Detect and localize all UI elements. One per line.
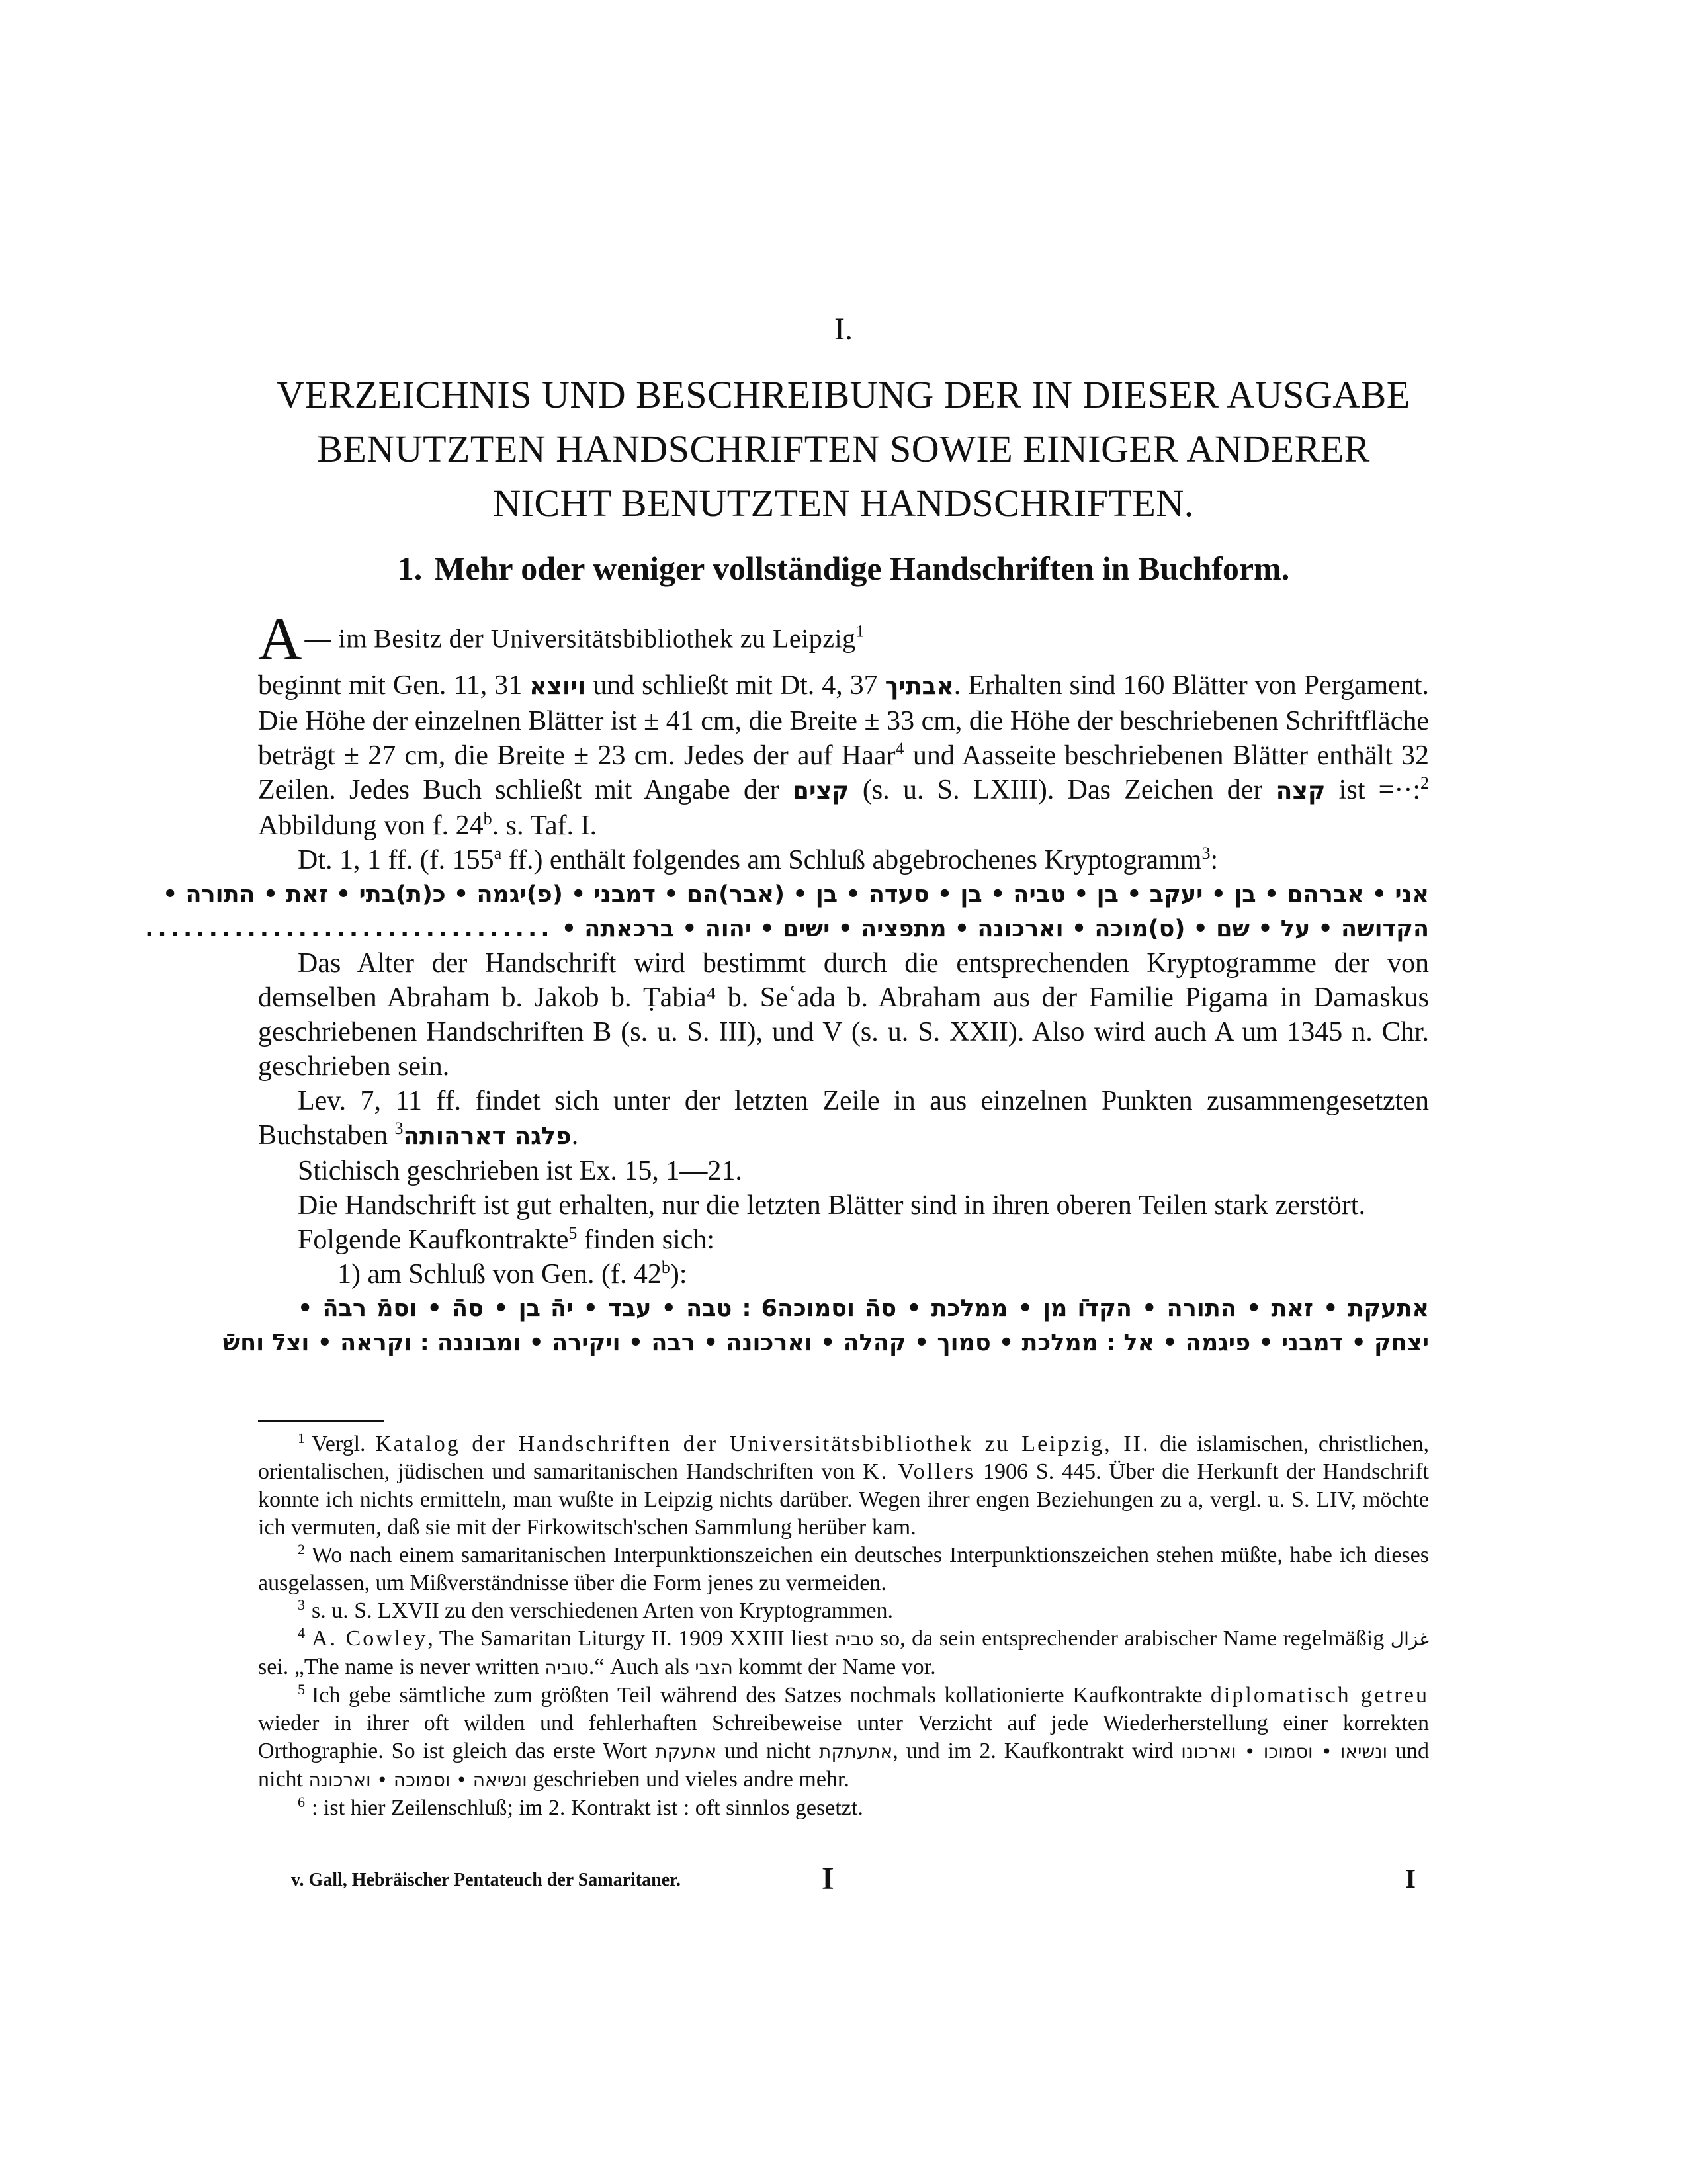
title-line: VERZEICHNIS UND BESCHREIBUNG DER IN DIESER AUSGABE	[277, 373, 1410, 416]
footnote: $^4$ A. Cowley, The Samaritan Liturgy II. 1909 XXIII liest טביה so, da sein entsprechender arabischer Name regelmäßig غزال sei. „The name is never written טוביה.“ Auch als הצבי kommt der Name vor.	[258, 1624, 1429, 1679]
paragraph: Die Handschrift ist gut erhalten, nur die letzten Blätter sind in ihren oberen Teilen stark zerstört.	[298, 1190, 1365, 1221]
main-text	[145, 668, 1429, 1360]
footnote-number: 4	[298, 1624, 305, 1641]
manuscript-siglum: A	[258, 605, 302, 672]
paragraph: beginnt mit Gen. 11, 31 ויוצא und schließt mit Dt. 4, 37 אבתיך. Erhalten sind 160 Blätter von Pergament. Die Höhe der einzelnen Blätter ist ± 41 cm, die Breite ± 33 cm, die Höhe der beschriebenen Schriftfläche beträgt ± 27 cm, die Breite ± 23 cm. Jedes der auf Haar$^4$ und Aasseite beschriebenen Blätter enthält 32 Zeilen. Jedes Buch schließt mit Angabe der קצים (s. u. S. LXIII). Das Zeichen der קצה ist =··:$^2$ Abbildung von f. 24$^b$. s. Taf. I.	[258, 670, 1429, 841]
footnote-ref: 1	[855, 621, 865, 641]
hebrew-word: טוביה	[544, 1657, 589, 1679]
footnote-number: 1	[298, 1429, 305, 1446]
hebrew-word: אבתיך	[885, 673, 954, 700]
hebrew-word: ונשיאה • וסמוכה • וארכונה	[308, 1769, 527, 1791]
hebrew-word: אתעקת	[655, 1741, 717, 1763]
footnote-number: 5	[298, 1681, 305, 1698]
footnote: $^1$ Vergl. Katalog der Handschriften der Universitätsbibliothek zu Leipzig, II. die islamischen, christlichen, orientalischen, jüdischen und samaritanischen Handschriften von K. Vollers 1906 S. 445. Über die Herkunft der Handschrift konnte ich nichts ermitteln, man wußte in Leipzig nichts darüber. Wegen ihrer engen Beziehungen zu a, vergl. u. S. LIV, möchte ich vermuten, daß sie mit der Firkowitsch'schen Sammlung herüber kam.	[258, 1429, 1430, 1540]
paragraph: 1) am Schluß von Gen. (f. 42$^b$):	[337, 1258, 687, 1289]
hebrew-word: ויוצא	[529, 673, 586, 700]
footnote-ref: 3	[394, 1119, 404, 1138]
footnote: $^6$ : ist hier Zeilenschluß; im 2. Kontrakt ist : oft sinnlos gesetzt.	[298, 1793, 863, 1820]
footnote: $^2$ Wo nach einem samaritanischen Interpunktionszeichen ein deutsches Interpunktionszeichen stehen müßte, habe ich dieses ausgelassen, um Mißverständnisse über die Form jenes zu vermeiden.	[258, 1540, 1429, 1595]
page-footer	[258, 1860, 1429, 1900]
hebrew-word: טביה	[834, 1628, 874, 1650]
section-title: Mehr oder weniger vollständige Handschriften in Buchform.	[434, 550, 1290, 587]
arabic-word: غزال	[1390, 1628, 1429, 1650]
footnote-number: 3	[298, 1596, 305, 1613]
hebrew-word: קצים	[792, 777, 849, 805]
hebrew-word: פלגה דארהותה	[403, 1123, 572, 1150]
title-line: BENUTZTEN HANDSCHRIFTEN SOWIE EINIGER ANDERER	[317, 427, 1370, 470]
footnote: $^5$ Ich gebe sämtliche zum größten Teil während des Satzes nochmals kollationierte Kaufkontrakte diplomatisch getreu wieder in ihrer oft wilden und fehlerhaften Schreibeweise unter Verzicht auf jede Wiederherstellung einer korrekten Orthographie. So ist gleich das erste Wort אתעקת und nicht אתעתקת, und im 2. Kaufkontrakt wird ונשיאו • וסמוכו • וארכונו und nicht ונשיאה • וסמוכה • וארכונה geschrieben und vieles andre mehr.	[258, 1681, 1429, 1792]
sheet-mark: I	[822, 1861, 834, 1896]
contract-line: אתעקת • זאת • התורה • הקדוֿ מן • ממלכת • סהֿ וסמוכה6 : טבה • עבד • יהֿ בן • סהֿ • וסמֿ רבהֿ •	[298, 1295, 1429, 1322]
footnote-ref: 5	[568, 1223, 578, 1243]
hebrew-word: הצבי	[695, 1657, 733, 1679]
manuscript-heading	[258, 603, 865, 674]
footnote-ref: 3	[1201, 844, 1211, 863]
paragraph: Lev. 7, 11 ff. findet sich unter der letzten Zeile in aus einzelnen Punkten zusammengesetzten Buchstaben פלגה דארהותה$^3$ .	[258, 1086, 1429, 1151]
signature-line: v. Gall, Hebräischer Pentateuch der Samaritaner.	[291, 1870, 681, 1890]
section-number: 1.	[397, 550, 423, 587]
footnotes	[258, 1430, 1429, 1822]
paragraph: Das Alter der Handschrift wird bestimmt durch die entsprechenden Kryptogramme der von demselben Abraham b. Jakob b. Ṭabia⁴ b. Seʿada b. Abraham aus der Familie Pigama in Damaskus geschriebenen Handschriften B (s. u. S. III), und V (s. u. S. XXII). Also wird auch A um 1345 n. Chr. geschrieben sein.	[258, 948, 1429, 1082]
footnote-ref: 4	[895, 739, 904, 758]
manuscript-location: — im Besitz der Universitätsbibliothek zu Leipzig	[304, 623, 856, 654]
paragraph: Dt. 1, 1 ff. (f. 155$^a$ ff.) enthält folgendes am Schluß abgebrochenes Kryptogramm$^3$:	[298, 844, 1219, 875]
hebrew-word: אתעתקת	[818, 1741, 893, 1763]
hebrew-word: קצה	[1276, 777, 1326, 805]
page-number: I	[1405, 1864, 1416, 1894]
qissa-symbol: =··:	[1378, 775, 1420, 805]
paragraph: Stichisch geschrieben ist Ex. 15, 1—21.	[298, 1156, 742, 1186]
cryptogram-dots: ................................	[145, 916, 554, 942]
chapter-number: I.	[834, 312, 853, 347]
chapter-title	[218, 368, 1469, 531]
cryptogram-line: הקדושה • על • שם • (ס)מוכה • וארכונה • מתפציה • ישים • יהוה • ברכאתה • ................................	[145, 916, 1429, 942]
footnote-rule	[258, 1420, 384, 1422]
cryptogram-line: אני • אברהם • בן • יעקב • בן • טביה • בן • סעדה • בן • (אבר)הם • דמבני • (פ)יגמה • כ(ת)בתי • זאת • התורה •	[162, 881, 1429, 908]
footnote: $^3$ s. u. S. LXVII zu den verschiedenen Arten von Kryptogrammen.	[298, 1596, 894, 1623]
title-line: NICHT BENUTZTEN HANDSCHRIFTEN.	[493, 482, 1194, 525]
footnote-number: 6	[298, 1793, 305, 1810]
paragraph: Folgende Kaufkontrakte$^5$ finden sich:	[298, 1223, 715, 1255]
footnote-ref: 2	[1420, 773, 1429, 793]
contract-line: יצחק • דמבני • פיגמה • אל : ממלכת • סמוך • קהלה • וארכונה • רבה • ויקירה • ומבוננה : וקראה • וצלֿ וחשֿ	[222, 1330, 1429, 1356]
footnote-number: 2	[298, 1540, 305, 1557]
hebrew-word: ונשיאו • וסמוכו • וארכונו	[1181, 1741, 1388, 1763]
section-heading	[0, 549, 1687, 588]
